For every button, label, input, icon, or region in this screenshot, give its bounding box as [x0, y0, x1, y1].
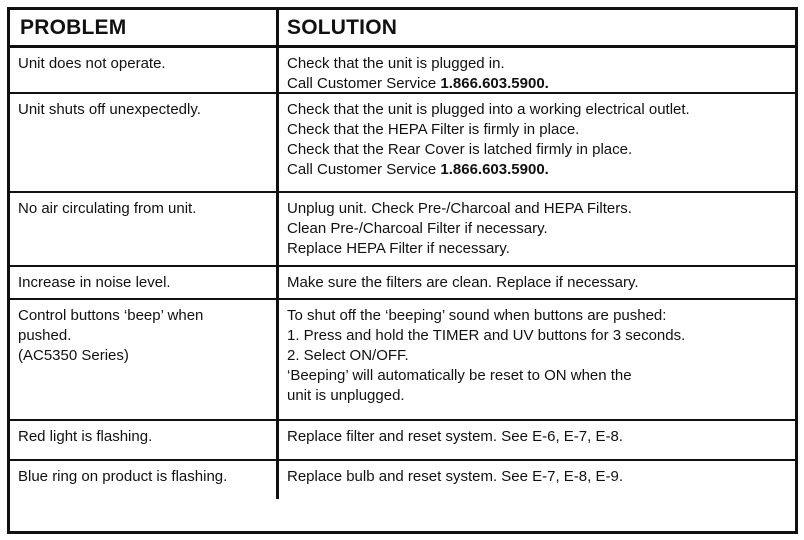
solution-line: Unplug unit. Check Pre-/Charcoal and HEPA Filters.	[287, 200, 632, 217]
problem-text: Red light is flashing.	[18, 428, 153, 445]
problem-cell	[10, 421, 279, 461]
solution-line: 2. Select ON/OFF.	[287, 347, 409, 364]
solution-header: SOLUTION	[279, 10, 795, 48]
problem-text: No air circulating from unit.	[18, 200, 197, 217]
solution-cell	[279, 94, 795, 193]
solution-cell	[279, 48, 795, 94]
problem-text: Unit does not operate.	[18, 55, 166, 72]
problem-text: Control buttons ‘beep’ when	[18, 307, 204, 324]
solution-line: To shut off the ‘beeping’ sound when buttons are pushed:	[287, 307, 667, 324]
solution-line: unit is unplugged.	[287, 387, 405, 404]
problem-cell	[10, 461, 279, 499]
problem-cell	[10, 193, 279, 267]
problem-text: Unit shuts off unexpectedly.	[18, 101, 201, 118]
solution-cell	[279, 461, 795, 499]
solution-cell	[279, 421, 795, 461]
troubleshooting-table	[7, 7, 798, 534]
problem-text: Blue ring on product is flashing.	[18, 468, 228, 485]
solution-line: Replace bulb and reset system. See E-7, E-8, E-9.	[287, 468, 623, 485]
solution-line: Check that the HEPA Filter is firmly in place.	[287, 121, 580, 138]
solution-cell	[279, 193, 795, 267]
problem-cell	[10, 267, 279, 300]
problem-text: Increase in noise level.	[18, 274, 171, 291]
solution-line: Check that the unit is plugged into a working electrical outlet.	[287, 101, 690, 118]
phone-number: 1.866.603.5900.	[440, 161, 549, 178]
solution-line: ‘Beeping’ will automatically be reset to ON when the	[287, 367, 632, 384]
problem-text: (AC5350 Series)	[18, 347, 129, 364]
solution-line: 1. Press and hold the TIMER and UV buttons for 3 seconds.	[287, 327, 686, 344]
problem-cell	[10, 94, 279, 193]
problem-cell	[10, 48, 279, 94]
problem-header: PROBLEM	[10, 10, 279, 48]
problem-text: pushed.	[18, 327, 72, 344]
solution-line: Call Customer Service 1.866.603.5900.	[287, 161, 549, 178]
solution-line: Replace filter and reset system. See E-6, E-7, E-8.	[287, 428, 623, 445]
solution-line: Call Customer Service 1.866.603.5900.	[287, 75, 549, 92]
phone-number: 1.866.603.5900.	[440, 75, 549, 92]
solution-line: Check that the unit is plugged in.	[287, 55, 505, 72]
solution-line: Clean Pre-/Charcoal Filter if necessary.	[287, 220, 548, 237]
solution-cell	[279, 300, 795, 421]
solution-line: Check that the Rear Cover is latched firmly in place.	[287, 141, 633, 158]
solution-line: Make sure the filters are clean. Replace if necessary.	[287, 274, 639, 291]
solution-line: Replace HEPA Filter if necessary.	[287, 240, 510, 257]
solution-cell	[279, 267, 795, 300]
problem-cell	[10, 300, 279, 421]
